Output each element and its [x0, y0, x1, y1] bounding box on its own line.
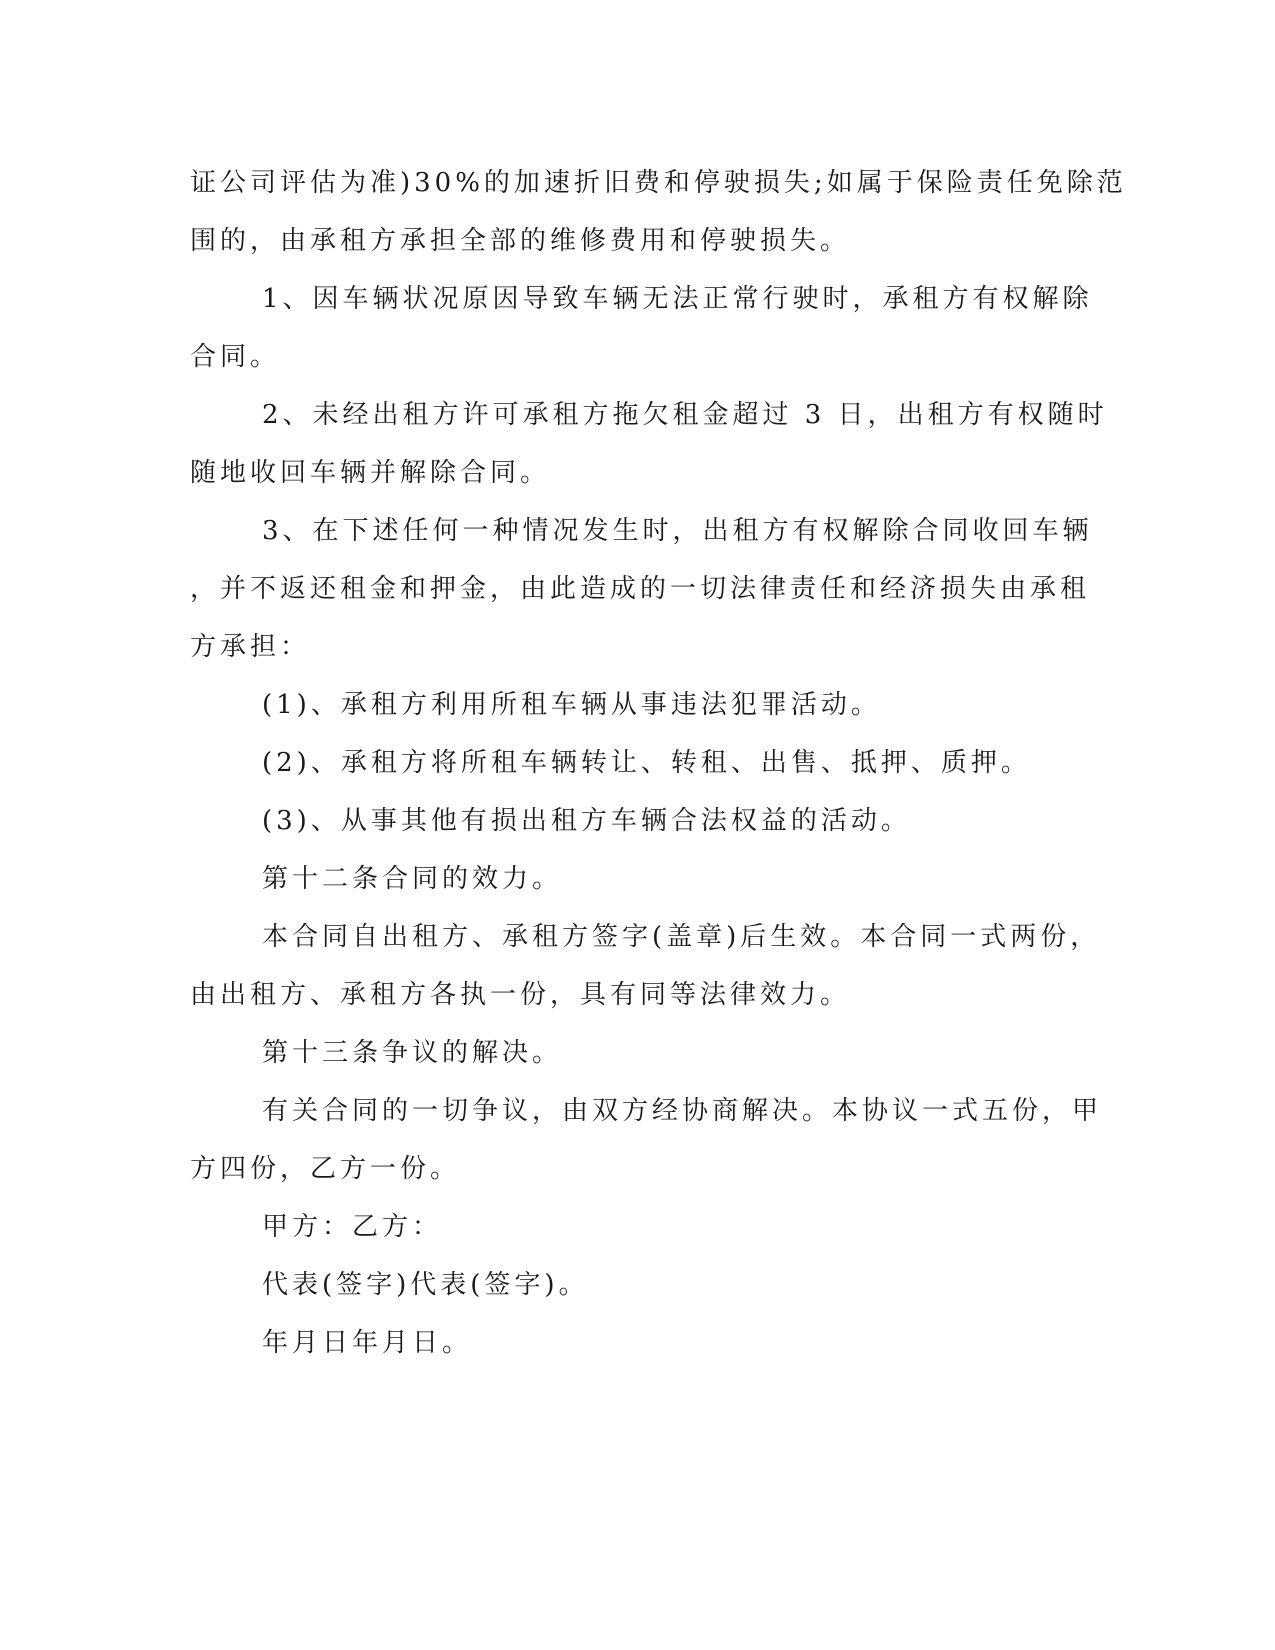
date-labels: 年月日年月日。 [262, 1328, 473, 1358]
text-line: 本合同自出租方、承租方签字(盖章)后生效。本合同一式两份， [262, 922, 1101, 952]
text-line: 方承担： [190, 632, 311, 662]
text-line: 2、未经出租方许可承租方拖欠租金超过 3 日，出租方有权随时 [262, 400, 1108, 430]
section-heading: 第十三条争议的解决。 [262, 1038, 563, 1068]
section-heading: 第十二条合同的效力。 [262, 864, 563, 894]
text-line: 方四份，乙方一份。 [190, 1154, 461, 1184]
signature-labels: 代表(签字)代表(签字)。 [262, 1270, 589, 1300]
text-line: (2)、承租方将所租车辆转让、转租、出售、抵押、质押。 [262, 748, 1031, 778]
text-line: 由出租方、承租方各执一份，具有同等法律效力。 [190, 980, 851, 1010]
text-line: ，并不返还租金和押金，由此造成的一切法律责任和经济损失由承租 [190, 574, 1091, 604]
text-line: (3)、从事其他有损出租方车辆合法权益的活动。 [262, 806, 911, 836]
text-line: 合同。 [190, 342, 281, 372]
text-line: 3、在下述任何一种情况发生时，出租方有权解除合同收回车辆 [262, 516, 1093, 546]
text-line: 1、因车辆状况原因导致车辆无法正常行驶时，承租方有权解除 [262, 284, 1093, 314]
text-line: 证公司评估为准)30%的加速折旧费和停驶损失;如属于保险责任免除范 [190, 168, 1127, 198]
text-line: 围的，由承租方承担全部的维修费用和停驶损失。 [190, 226, 851, 256]
text-line: 随地收回车辆并解除合同。 [190, 458, 551, 488]
text-line: (1)、承租方利用所租车辆从事违法犯罪活动。 [262, 690, 881, 720]
party-labels: 甲方：乙方： [262, 1212, 443, 1242]
text-line: 有关合同的一切争议，由双方经协商解决。本协议一式五份，甲 [262, 1096, 1103, 1126]
